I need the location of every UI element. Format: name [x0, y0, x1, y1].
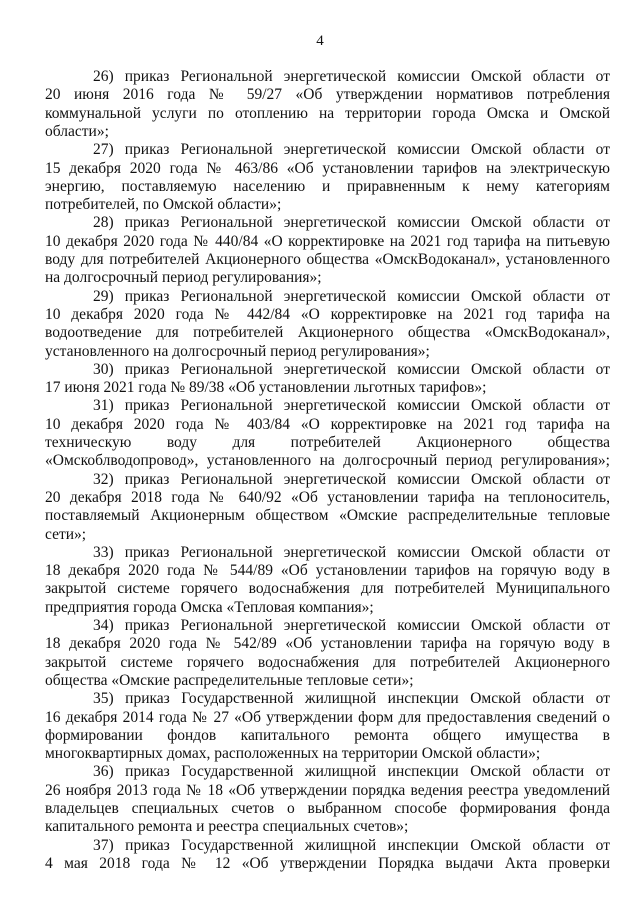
- list-item-first-line: 29) приказ Региональной энергетической комиссии Омской области от: [93, 287, 610, 305]
- list-item-line: 16 декабря 2014 года № 27 «Об утверждении форм для предоставления сведений о: [45, 708, 610, 726]
- list-item-line: 26 ноября 2013 года № 18 «Об утверждении порядка ведения реестра уведомлений: [45, 781, 610, 799]
- list-item-line: области»;: [45, 122, 109, 140]
- list-item-line: 15 декабря 2020 года № 463/86 «Об установлении тарифов на электрическую: [45, 159, 610, 177]
- list-item-first-line: 35) приказ Государственной жилищной инспекции Омской области от: [93, 690, 610, 708]
- list-item-line: 10 декабря 2020 года № 442/84 «О корректировке на 2021 год тарифа на: [45, 305, 610, 323]
- list-item-line: «Омскоблводопровод», установленного на долгосрочный период регулирования»;: [45, 452, 610, 470]
- list-item-line: многоквартирных домах, расположенных на территории Омской области»;: [45, 745, 541, 763]
- list-item-line: 4 мая 2018 года № 12 «Об утверждении Порядка выдачи Акта проверки: [45, 854, 610, 872]
- page-number: 4: [316, 33, 324, 49]
- list-item-line: техническую воду для потребителей Акционерного общества: [45, 434, 610, 451]
- list-item-line: сети»;: [45, 525, 87, 543]
- list-item-first-line: 36) приказ Государственной жилищной инспекции Омской области от: [93, 763, 610, 781]
- list-item-first-line: 33) приказ Региональной энергетической комиссии Омской области от: [93, 543, 610, 561]
- list-item-first-line: 32) приказ Региональной энергетической комиссии Омской области от: [93, 470, 610, 488]
- list-item-line: закрытой системе горячего водоснабжения для потребителей Муниципального: [45, 580, 610, 598]
- list-item-first-line: 30) приказ Региональной энергетической комиссии Омской области от: [93, 360, 610, 378]
- list-item-line: предприятия города Омска «Тепловая компания»;: [45, 598, 374, 616]
- list-item-first-line: 28) приказ Региональной энергетической комиссии Омской области от: [93, 214, 610, 232]
- list-item-line: формировании фондов капитального ремонта общего имущества в: [45, 726, 610, 744]
- list-item-line: 20 декабря 2018 года № 640/92 «Об установлении тарифа на теплоноситель,: [45, 488, 610, 506]
- list-item-line: поставляемый Акционерным обществом «Омские распределительные тепловые: [45, 507, 610, 525]
- list-item-line: 20 июня 2016 года № 59/27 «Об утверждении нормативов потребления: [45, 86, 610, 104]
- list-item-line: 18 декабря 2020 года № 544/89 «Об установлении тарифов на горячую воду в: [45, 562, 610, 580]
- list-item-line: общества «Омские распределительные тепловые сети»;: [45, 671, 414, 689]
- list-item-first-line: 31) приказ Региональной энергетической комиссии Омской области от: [93, 397, 610, 415]
- list-item-line: 17 июня 2021 года № 89/38 «Об установлении льготных тарифов»;: [45, 379, 487, 397]
- list-item-line: закрытой системе горячего водоснабжения для потребителей Акционерного: [45, 653, 610, 671]
- list-item-line: 10 декабря 2020 года № 440/84 «О корректировке на 2021 год тарифа на питьевую: [45, 232, 610, 250]
- list-item-line: энергию, поставляемую населению и приравненным к нему категориям: [45, 177, 610, 195]
- list-item-line: потребителей, по Омской области»;: [45, 196, 282, 214]
- list-item-line: коммунальной услуги по отоплению на территории города Омска и Омской: [45, 104, 610, 122]
- list-item-first-line: 34) приказ Региональной энергетической комиссии Омской области от: [93, 617, 610, 634]
- list-item-line: воду для потребителей Акционерного общества «ОмскВодоканал», установленного: [45, 251, 610, 268]
- list-item-line: капитального ремонта и реестра специальных счетов»;: [45, 818, 409, 836]
- list-item-first-line: 27) приказ Региональной энергетической комиссии Омской области от: [93, 141, 610, 159]
- list-item-line: 10 декабря 2020 года № 403/84 «О корректировке на 2021 год тарифа на: [45, 415, 610, 433]
- list-item-first-line: 37) приказ Государственной жилищной инспекции Омской области от: [93, 836, 610, 854]
- list-item-first-line: 26) приказ Региональной энергетической комиссии Омской области от: [93, 68, 610, 85]
- list-item-line: водоотведение для потребителей Акционерного общества «ОмскВодоканал»,: [45, 324, 610, 342]
- list-item-line: на долгосрочный период регулирования»;: [45, 269, 322, 287]
- list-item-line: владельцев специальных счетов о выбранном способе формирования фонда: [45, 800, 610, 817]
- list-item-line: установленного на долгосрочный период регулирования»;: [45, 342, 430, 360]
- list-item-line: 18 декабря 2020 года № 542/89 «Об установлении тарифа на горячую воду в: [45, 635, 610, 653]
